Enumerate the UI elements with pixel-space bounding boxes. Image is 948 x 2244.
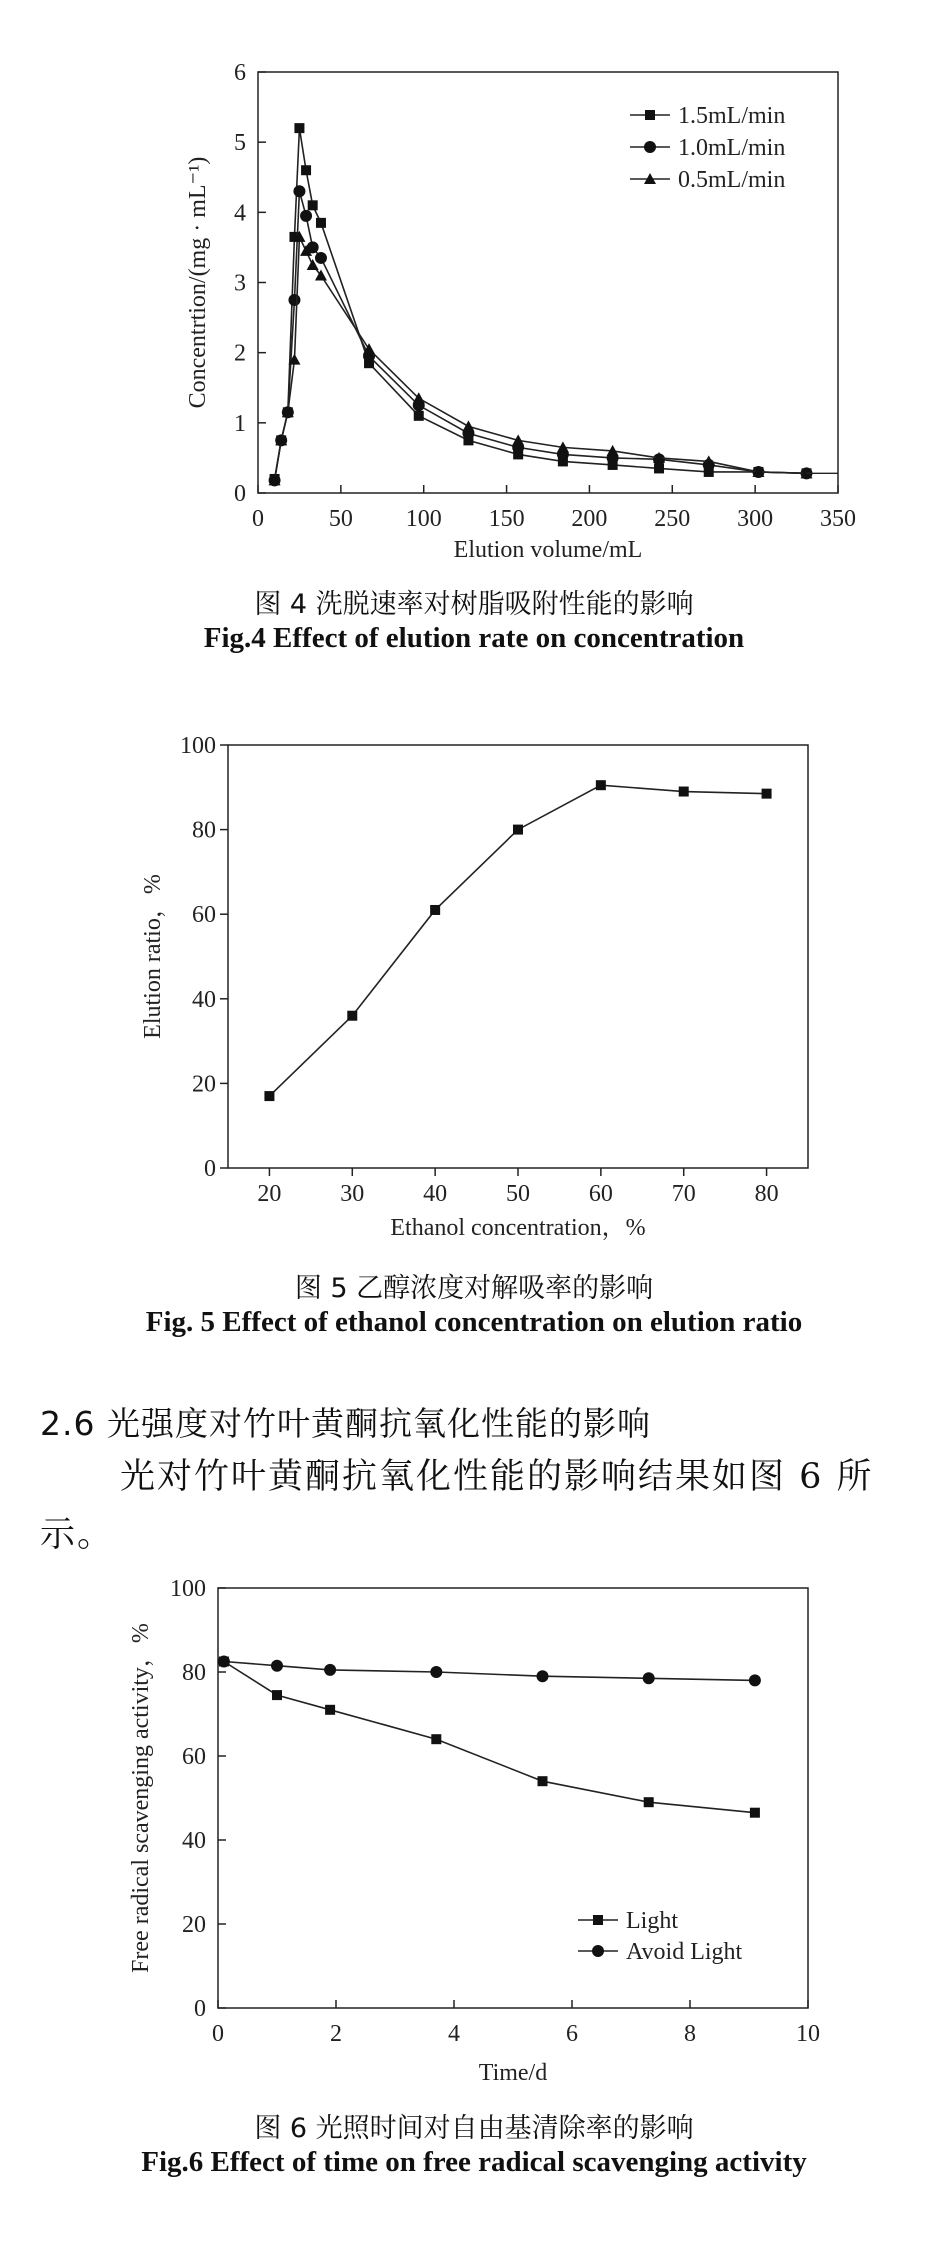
series-line bbox=[224, 1662, 755, 1813]
y-tick-label: 100 bbox=[170, 1576, 206, 1602]
data-point bbox=[300, 210, 312, 222]
legend-label: 1.0mL/min bbox=[678, 135, 786, 161]
y-tick-label: 80 bbox=[192, 817, 216, 844]
data-point bbox=[264, 1091, 274, 1101]
series-avoid-light bbox=[218, 1656, 761, 1687]
section-paragraph: 光对竹叶黄酮抗氧化性能的影响结果如图 6 所示。 bbox=[40, 1457, 874, 1555]
data-point bbox=[462, 420, 474, 431]
x-tick-label: 6 bbox=[566, 2021, 578, 2047]
x-tick-label: 40 bbox=[423, 1181, 448, 1207]
x-tick-label: 4 bbox=[448, 2021, 460, 2047]
legend-marker bbox=[593, 1915, 603, 1925]
y-axis-label: Free radical scavenging activity，% bbox=[128, 1623, 154, 1973]
data-point bbox=[538, 1776, 548, 1786]
legend-label: 1.5mL/min bbox=[678, 103, 786, 129]
x-axis-label: Elution volume/mL bbox=[453, 537, 643, 563]
data-point bbox=[301, 165, 311, 175]
data-point bbox=[294, 123, 304, 133]
chart-fig4 bbox=[0, 0, 948, 600]
x-tick-label: 0 bbox=[212, 2021, 224, 2047]
y-tick-label: 6 bbox=[234, 60, 246, 86]
data-point bbox=[316, 218, 326, 228]
x-tick-label: 50 bbox=[328, 506, 353, 532]
x-tick-label: 250 bbox=[654, 506, 691, 532]
y-tick-label: 20 bbox=[182, 1912, 206, 1938]
x-tick-label: 60 bbox=[588, 1181, 613, 1207]
y-tick-label: 0 bbox=[204, 1156, 216, 1182]
x-tick-label: 100 bbox=[405, 506, 442, 532]
fig6-caption-en: Fig.6 Effect of time on free radical scavenging activity bbox=[141, 2146, 807, 2178]
data-point bbox=[325, 1705, 335, 1715]
data-point bbox=[596, 780, 606, 790]
y-tick-label: 0 bbox=[194, 1996, 206, 2022]
data-point bbox=[644, 1797, 654, 1807]
y-tick-label: 40 bbox=[182, 1828, 206, 1854]
legend-label: Light bbox=[626, 1908, 678, 1934]
legend-label: Avoid Light bbox=[626, 1939, 743, 1965]
legend bbox=[578, 1908, 743, 1965]
legend bbox=[630, 103, 785, 193]
chart-fig5 bbox=[0, 700, 948, 1260]
data-point bbox=[749, 1674, 761, 1686]
series-0 bbox=[264, 780, 771, 1101]
x-tick-label: 30 bbox=[340, 1181, 365, 1207]
plot-frame bbox=[228, 745, 808, 1168]
x-tick-label: 50 bbox=[506, 1181, 530, 1207]
x-tick-label: 8 bbox=[684, 2021, 696, 2047]
x-tick-label: 10 bbox=[796, 2021, 820, 2047]
fig4-caption-en: Fig.4 Effect of elution rate on concentration bbox=[203, 622, 745, 654]
y-tick-label: 40 bbox=[192, 986, 216, 1013]
data-point bbox=[430, 1666, 442, 1678]
series-1-0ml-min bbox=[269, 185, 813, 486]
y-tick-label: 60 bbox=[182, 1744, 206, 1770]
data-point bbox=[414, 411, 424, 421]
series-line bbox=[224, 1662, 755, 1681]
x-tick-label: 20 bbox=[257, 1181, 282, 1207]
legend-marker bbox=[592, 1945, 604, 1957]
y-tick-label: 5 bbox=[234, 130, 246, 157]
y-tick-label: 100 bbox=[180, 733, 216, 759]
section-heading: 2.6 光强度对竹叶黄酮抗氧化性能的影响 bbox=[40, 1404, 651, 1443]
fig4-caption-cn: 图 4 洗脱速率对树脂吸附性能的影响 bbox=[254, 589, 694, 620]
series-line bbox=[275, 237, 807, 480]
y-axis-label: Concentrtion/(mg · mL⁻¹) bbox=[185, 156, 211, 409]
data-point bbox=[315, 252, 327, 264]
y-axis-label: Elution ratio，% bbox=[140, 874, 166, 1039]
y-tick-label: 4 bbox=[234, 200, 246, 227]
data-point bbox=[762, 789, 772, 799]
y-tick-label: 80 bbox=[182, 1660, 206, 1686]
chart-fig6 bbox=[0, 1560, 948, 2120]
data-point bbox=[430, 905, 440, 915]
x-tick-label: 350 bbox=[820, 506, 856, 532]
x-tick-label: 80 bbox=[754, 1181, 779, 1207]
data-point bbox=[750, 1808, 760, 1818]
data-point bbox=[293, 185, 305, 197]
y-tick-label: 2 bbox=[234, 340, 246, 367]
data-point bbox=[308, 200, 318, 210]
legend-label: 0.5mL/min bbox=[678, 167, 786, 193]
legend-marker bbox=[644, 141, 656, 153]
x-tick-label: 300 bbox=[737, 506, 774, 532]
data-point bbox=[271, 1660, 283, 1672]
data-point bbox=[218, 1656, 230, 1668]
data-point bbox=[431, 1734, 441, 1744]
data-point bbox=[643, 1672, 655, 1684]
data-point bbox=[513, 825, 523, 835]
y-tick-label: 0 bbox=[234, 481, 246, 507]
data-point bbox=[679, 787, 689, 797]
x-tick-label: 2 bbox=[330, 2021, 342, 2047]
fig5-caption-en: Fig. 5 Effect of ethanol concentration on elution ratio bbox=[145, 1306, 803, 1338]
data-point bbox=[537, 1670, 549, 1682]
fig5-caption-cn: 图 5 乙醇浓度对解吸率的影响 bbox=[294, 1273, 654, 1304]
data-point bbox=[288, 294, 300, 306]
y-tick-label: 60 bbox=[192, 902, 216, 929]
data-point bbox=[324, 1664, 336, 1676]
series-0-5ml-min bbox=[269, 231, 813, 485]
legend-marker bbox=[645, 110, 655, 120]
data-point bbox=[347, 1011, 357, 1021]
y-tick-label: 20 bbox=[192, 1071, 216, 1098]
y-tick-label: 1 bbox=[234, 410, 246, 437]
x-tick-label: 200 bbox=[571, 506, 608, 532]
x-tick-label: 150 bbox=[488, 506, 525, 532]
x-tick-label: 0 bbox=[252, 506, 264, 532]
data-point bbox=[272, 1690, 282, 1700]
x-axis-label: Time/d bbox=[478, 2060, 548, 2086]
series-light bbox=[219, 1657, 760, 1818]
x-axis-label: Ethanol concentration，% bbox=[390, 1215, 646, 1241]
x-tick-label: 70 bbox=[671, 1181, 696, 1207]
fig6-caption-cn: 图 6 光照时间对自由基清除率的影响 bbox=[254, 2113, 694, 2144]
y-tick-label: 3 bbox=[234, 270, 246, 297]
series-line bbox=[275, 191, 807, 480]
